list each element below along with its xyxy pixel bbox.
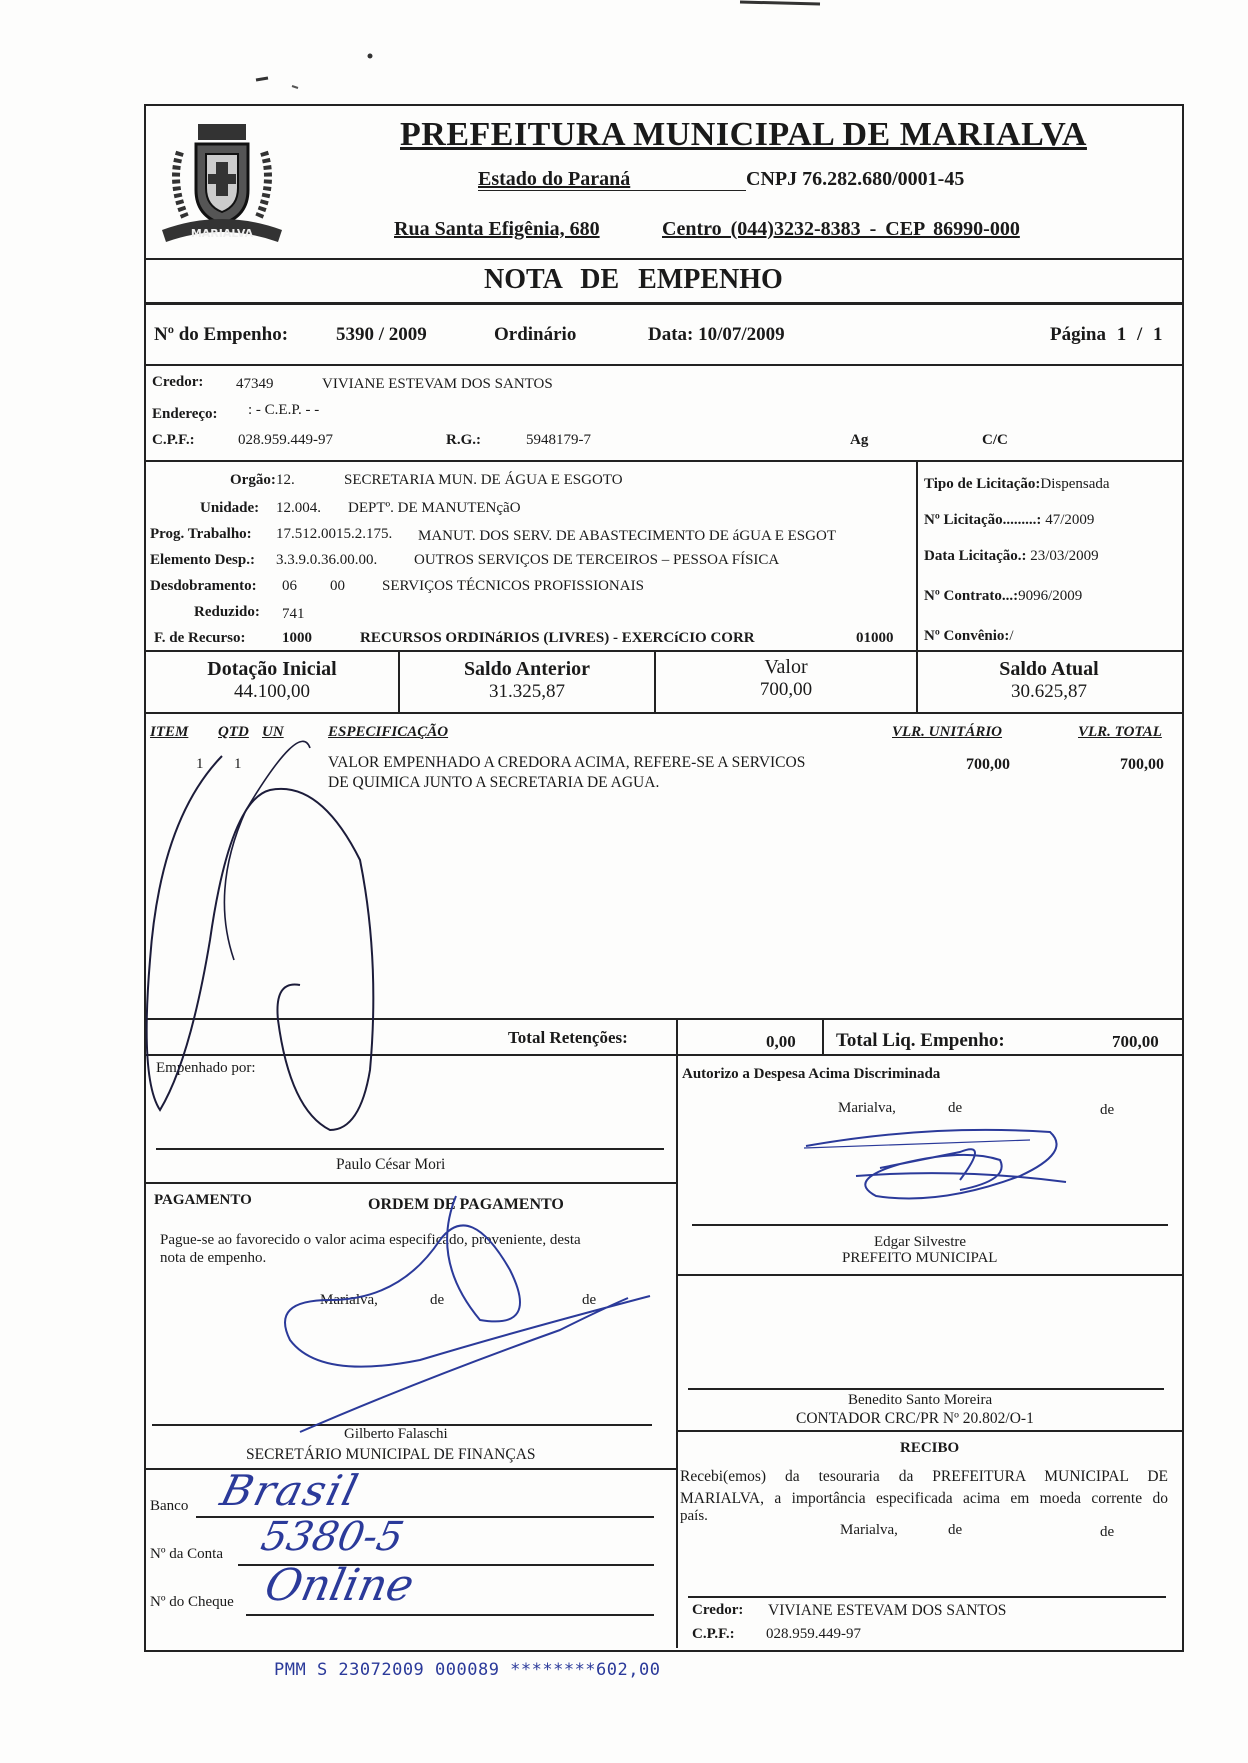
divider [144, 364, 1182, 366]
reduzido-label: Reduzido: [194, 604, 260, 620]
divider [144, 712, 1182, 714]
recibo-text-line1: Recebi(emos) da tesouraria da PREFEITURA MUNICIPAL DE [680, 1468, 1168, 1485]
scan-speck [256, 78, 268, 80]
municipal-crest-logo [150, 112, 294, 254]
desd-label: Desdobramento: [150, 578, 257, 594]
recurso-label: F. de Recurso: [154, 630, 246, 646]
row-total: 700,00 [1120, 756, 1164, 773]
reduzido-value: 741 [282, 606, 305, 622]
pagamento-text-line2: nota de empenho. [160, 1250, 267, 1266]
recibo-text-line2: MARIALVA, a importância especificada acima em moeda corrente do [680, 1490, 1168, 1507]
scan-speck [292, 86, 298, 88]
balance-label: Saldo Anterior [463, 658, 591, 680]
balance-value: 44.100,00 [234, 681, 310, 702]
empenho-type: Ordinário [494, 324, 577, 345]
elem-desc: OUTROS SERVIÇOS DE TERCEIROS – PESSOA FÍSICA [414, 552, 780, 568]
address-label: Rua Santa Efigênia, 680 [394, 218, 600, 240]
unidade-label: Unidade: [200, 500, 260, 516]
signature-line [688, 1596, 1166, 1598]
convenio-value: / [1009, 628, 1014, 644]
tipo-licitacao [924, 476, 1110, 493]
balance-valor [656, 656, 916, 701]
divider [676, 1274, 1182, 1276]
divider [144, 1468, 676, 1470]
header-rule [478, 190, 746, 191]
banco-handwritten: Brasil [215, 1466, 365, 1515]
retencoes-label: Total Retenções: [508, 1028, 628, 1047]
state-label: Estado do Paraná [478, 168, 631, 190]
divider [676, 1054, 678, 1648]
prog-desc: MANUT. DOS SERV. DE ABASTECIMENTO DE áGUA E ESGOT [418, 528, 836, 544]
desd-desc: SERVIÇOS TÉCNICOS PROFISSIONAIS [382, 578, 644, 594]
recibo-cpf-label: C.P.F.: [692, 1626, 735, 1642]
pagamento-city: Marialva, [320, 1292, 378, 1308]
divider [916, 460, 918, 650]
recibo-text-line3: país. [680, 1508, 708, 1524]
credor-code: 47349 [236, 376, 274, 392]
desd-code1: 06 [282, 578, 297, 594]
scan-speck [740, 2, 820, 4]
balance-dotacao [146, 658, 398, 703]
row-spec-line2: DE QUIMICA JUNTO A SECRETARIA DE AGUA. [328, 774, 660, 791]
convenio-label: Nº Convênio: [924, 628, 1010, 644]
desd-code2: 00 [330, 578, 345, 594]
divider [144, 460, 1182, 462]
orgao-label: Orgão: [230, 472, 276, 488]
credor-label: Credor: [152, 374, 204, 390]
signature-line [688, 1388, 1164, 1390]
conta-handwritten: 5380-5 [257, 1514, 408, 1560]
cpf-label: C.P.F.: [152, 432, 195, 448]
balance-label: Saldo Atual [999, 658, 1099, 680]
divider [144, 1054, 1182, 1056]
banco-label: Banco [150, 1498, 189, 1514]
autorizo-city: Marialva, [838, 1100, 896, 1116]
recibo-credor-value: VIVIANE ESTEVAM DOS SANTOS [768, 1602, 1007, 1619]
contact-label: Centro (044)3232-8383 - CEP 86990-000 [662, 218, 1020, 240]
divider [144, 1182, 676, 1184]
balance-anterior [400, 658, 654, 703]
liq-empenho-label: Total Liq. Empenho: [836, 1030, 1005, 1051]
balance-label: Dotação Inicial [207, 658, 337, 680]
balance-label: Valor [764, 656, 808, 678]
page-indicator: Página 1 / 1 [1050, 324, 1163, 345]
liq-empenho-value: 700,00 [1112, 1032, 1159, 1051]
pagamento-title: PAGAMENTO [154, 1192, 252, 1208]
row-item: 1 [196, 756, 204, 772]
autorizo-de2: de [1100, 1102, 1115, 1118]
divider [144, 302, 1182, 305]
autorizo-label: Autorizo a Despesa Acima Discriminada [682, 1066, 941, 1082]
rg-value: 5948179-7 [526, 432, 591, 448]
orgao-code: 12. [276, 472, 295, 488]
empenho-label: Nº do Empenho: [154, 324, 289, 345]
contrato-label: Nº Contrato...: [924, 588, 1019, 604]
credor-name: VIVIANE ESTEVAM DOS SANTOS [322, 376, 553, 392]
conta-label: Nº da Conta [150, 1546, 223, 1562]
col-qtd: QTD [218, 724, 249, 740]
ordem-pagamento-title: ORDEM DE PAGAMENTO [368, 1196, 564, 1213]
tipo-licitacao-value: Dispensada [1040, 476, 1110, 492]
recibo-de2: de [1100, 1524, 1115, 1540]
col-unit: VLR. UNITÁRIO [892, 724, 1003, 740]
signature-line [692, 1224, 1168, 1226]
divider [144, 1018, 1182, 1020]
balance-value: 30.625,87 [1011, 681, 1087, 702]
divider [676, 1430, 1182, 1432]
cheque-handwritten: Online [260, 1560, 419, 1611]
col-spec: ESPECIFICAÇÃO [328, 724, 449, 740]
numero-licitacao-label: Nº Licitação.........: [924, 512, 1042, 528]
divider [676, 1018, 678, 1056]
pagamento-de2: de [582, 1292, 597, 1308]
col-total: VLR. TOTAL [1078, 724, 1162, 740]
empenho-date: Data: 10/07/2009 [648, 324, 785, 345]
recurso-num: 01000 [856, 630, 894, 646]
endereco-value: : - C.E.P. - - [248, 402, 320, 418]
tipo-licitacao-label: Tipo de Licitação: [924, 476, 1041, 492]
pagamento-text-line1: Pague-se ao favorecido o valor acima especificado, proveniente, desta [160, 1232, 581, 1248]
balance-value: 31.325,87 [489, 681, 565, 702]
unidade-code: 12.004. [276, 500, 321, 516]
divider [144, 258, 1182, 260]
row-qtd: 1 [234, 756, 242, 772]
row-spec-line1: VALOR EMPENHADO A CREDORA ACIMA, REFERE-SE A SERVICOS [328, 754, 806, 771]
orgao-desc: SECRETARIA MUN. DE ÁGUA E ESGOTO [344, 472, 623, 488]
convenio [924, 628, 1014, 645]
recibo-city: Marialva, [840, 1522, 898, 1538]
balance-value: 700,00 [759, 679, 813, 700]
autorizo-de1: de [948, 1100, 963, 1116]
cheque-line [246, 1614, 654, 1616]
contrato [924, 588, 1082, 605]
data-licitacao-label: Data Licitação.: [924, 548, 1027, 564]
secretario-name: Gilberto Falaschi [344, 1426, 448, 1442]
cnpj-label: CNPJ 76.282.680/0001-45 [746, 168, 965, 190]
pagamento-de1: de [430, 1292, 445, 1308]
cc-label: C/C [982, 432, 1008, 448]
prog-label: Prog. Trabalho: [150, 526, 252, 542]
rg-label: R.G.: [446, 432, 481, 448]
elem-label: Elemento Desp.: [150, 552, 255, 568]
contador-name: Benedito Santo Moreira [848, 1392, 993, 1408]
row-unit: 700,00 [966, 756, 1010, 773]
recurso-desc: RECURSOS ORDINáRIOS (LIVRES) - EXERCíCIO CORR [360, 630, 755, 646]
cheque-label: Nº do Cheque [150, 1594, 234, 1610]
recurso-code: 1000 [282, 630, 312, 646]
banco-line [196, 1516, 654, 1518]
contrato-value: 9096/2009 [1018, 588, 1083, 604]
numero-licitacao-value: 47/2009 [1045, 512, 1095, 528]
empenhado-name: Paulo César Mori [336, 1156, 446, 1173]
doc-title: NOTA DE EMPENHO [484, 264, 783, 295]
divider [822, 1020, 824, 1054]
unidade-desc: DEPTº. DE MANUTENçãO [348, 500, 521, 516]
prog-code: 17.512.0015.2.175. [276, 526, 393, 542]
recibo-credor-label: Credor: [692, 1602, 744, 1618]
contador-role: CONTADOR CRC/PR Nº 20.802/O-1 [796, 1410, 1034, 1427]
retencoes-value: 0,00 [766, 1032, 796, 1051]
elem-code: 3.3.9.0.36.00.00. [276, 552, 378, 568]
svg-text:MARIALVA: MARIALVA [190, 227, 254, 240]
page-title: PREFEITURA MUNICIPAL DE MARIALVA [400, 116, 1087, 153]
payment-stamp: PMM S 23072009 000089 ********602,00 [274, 1660, 661, 1680]
recibo-title: RECIBO [900, 1440, 960, 1456]
balance-atual [918, 658, 1180, 703]
signature-line [156, 1148, 664, 1150]
numero-licitacao [924, 512, 1094, 529]
recibo-cpf-value: 028.959.449-97 [766, 1626, 861, 1642]
ag-label: Ag [850, 432, 869, 448]
prefeito-role: PREFEITO MUNICIPAL [842, 1250, 998, 1266]
empenhado-label: Empenhado por: [156, 1060, 256, 1076]
cpf-value: 028.959.449-97 [238, 432, 333, 448]
scan-speck [368, 54, 373, 59]
empenho-number: 5390 / 2009 [336, 324, 427, 345]
recibo-de1: de [948, 1522, 963, 1538]
secretario-role: SECRETÁRIO MUNICIPAL DE FINANÇAS [246, 1446, 536, 1463]
col-item: ITEM [150, 724, 189, 740]
data-licitacao [924, 548, 1099, 565]
endereco-label: Endereço: [152, 406, 218, 422]
col-un: UN [262, 724, 284, 740]
data-licitacao-value: 23/03/2009 [1030, 548, 1099, 564]
prefeito-name: Edgar Silvestre [874, 1234, 967, 1250]
divider [144, 650, 1182, 652]
